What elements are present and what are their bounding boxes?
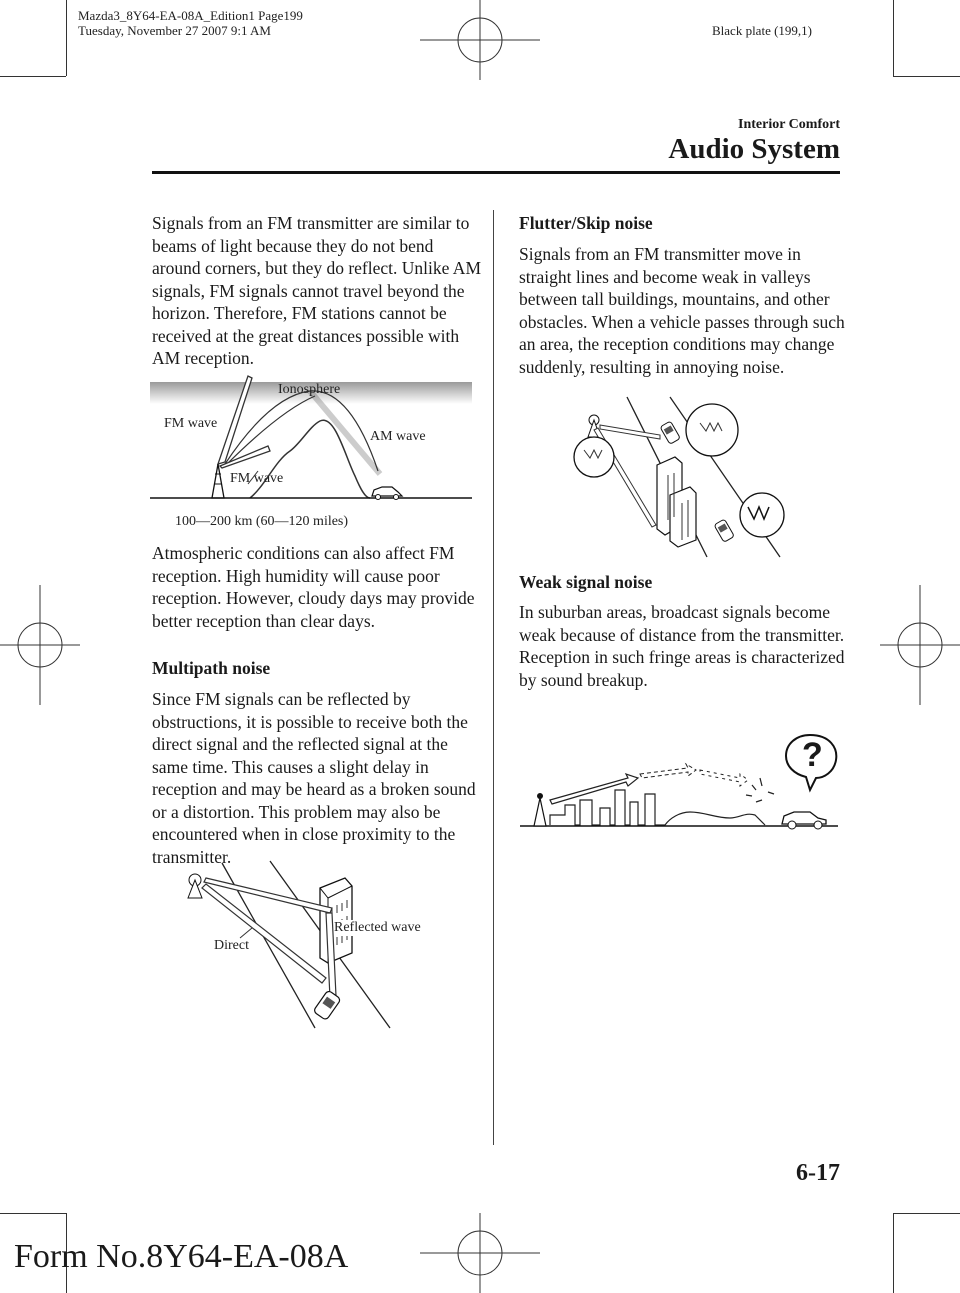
heading-flutter: Flutter/Skip noise (519, 213, 653, 233)
figure-ionosphere (150, 366, 472, 534)
print-header-line1: Mazda3_8Y64-EA-08A_Edition1 Page199 (78, 8, 303, 23)
print-plate: Black plate (199,1) (712, 23, 812, 38)
right-paragraph-1: Signals from an FM transmitter move in straight lines and become weak in valleys between tall buildings, mountains, and other obstacles. When a vehicle passes through such an area, the reception conditions may change suddenly, resulting in annoying noise. (519, 244, 845, 377)
label-distance: 100—200 km (60—120 miles) (175, 514, 349, 529)
question-mark-glyph: ? (802, 736, 823, 774)
header-rule (152, 171, 840, 174)
figure-flutter (572, 395, 792, 560)
heading-weak-signal: Weak signal noise (519, 572, 653, 592)
print-header-line2: Tuesday, November 27 2007 9:1 AM (78, 23, 271, 38)
label-direct: Direct (214, 938, 249, 953)
registration-mark-top (420, 0, 540, 80)
left-paragraph-2: Atmospheric conditions can also affect FM reception. High humidity will cause poor reception. However, cloudy days may provide better reception than clear days. (152, 543, 475, 631)
registration-mark-bottom (420, 1213, 540, 1293)
right-paragraph-2: In suburban areas, broadcast signals become weak because of distance from the transmitter. Reception in such fringe areas is characterized by sound breakup. (519, 602, 845, 690)
left-paragraph-1: Signals from an FM transmitter are similar to beams of light because they do not bend around corners, but they do reflect. Unlike AM signals, FM signals cannot travel beyond the horizon. Therefore, FM stations cannot be received at the great distances possible with AM reception. (152, 213, 482, 368)
page-number: 6-17 (796, 1160, 840, 1186)
label-fm-wave-lower: FM wave (230, 471, 284, 486)
registration-mark-left (0, 585, 80, 705)
heading-multipath: Multipath noise (152, 658, 271, 678)
label-fm-wave-upper: FM wave (164, 416, 218, 431)
figure-weak-signal (520, 730, 838, 830)
label-am-wave: AM wave (370, 429, 426, 444)
registration-mark-right (880, 585, 960, 705)
figure-multipath (180, 858, 450, 1038)
form-number: Form No.8Y64-EA-08A (14, 1238, 349, 1275)
label-ionosphere: Ionosphere (278, 382, 341, 397)
column-divider (493, 210, 494, 1145)
left-paragraph-3: Since FM signals can be reflected by obstructions, it is possible to receive both the direct signal and the reflected signal at the same time. This causes a slight delay in reception and may be heard as a broken sound or a distortion. This problem may also be encountered when in close proximity to the transmitter. (152, 689, 476, 867)
section-category: Interior Comfort (738, 117, 840, 132)
section-title: Audio System (668, 133, 840, 165)
label-reflected-wave: Reflected wave (334, 920, 421, 935)
